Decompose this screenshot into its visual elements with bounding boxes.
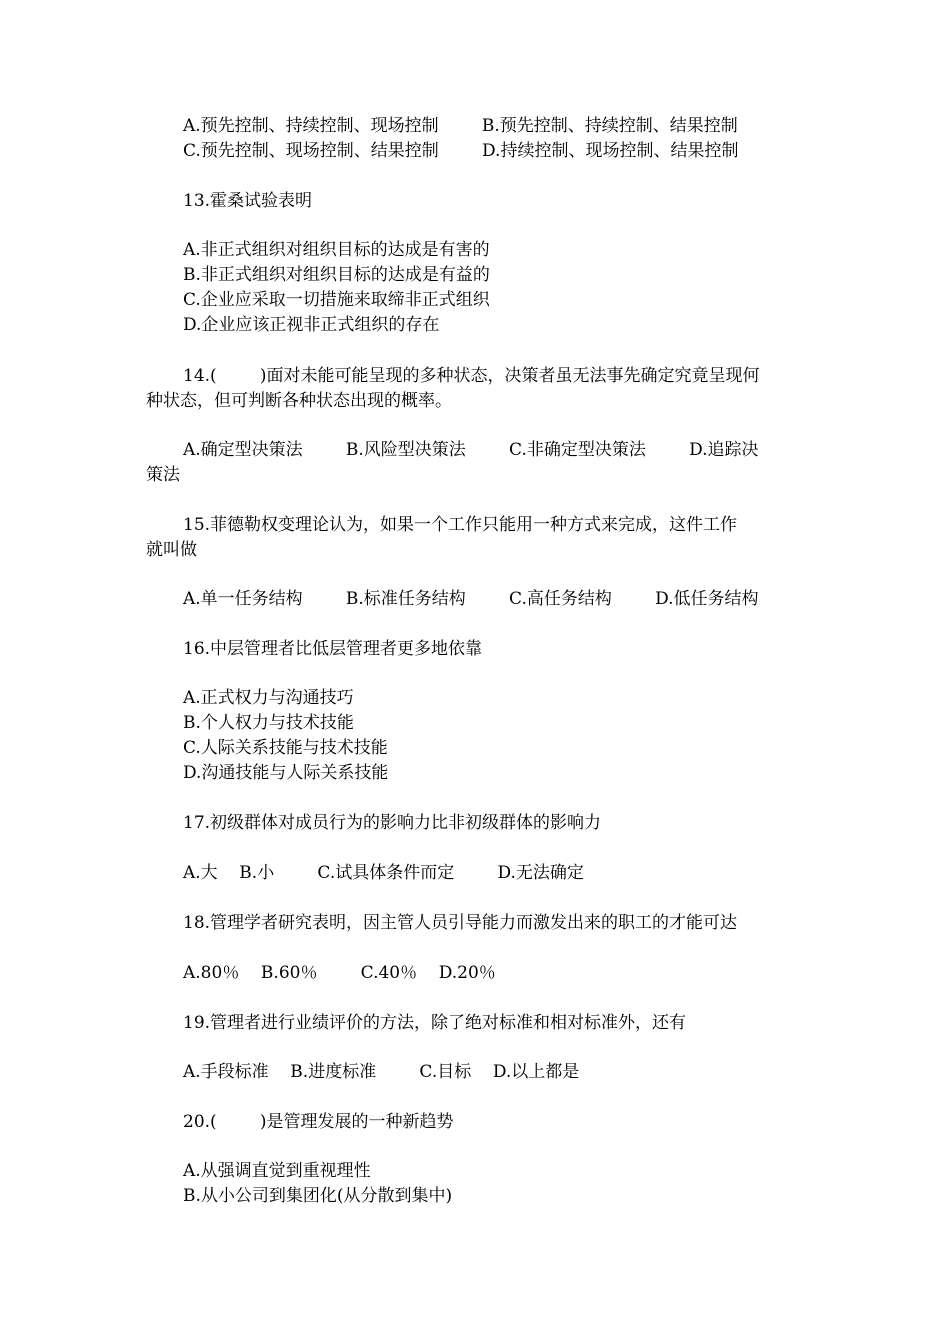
question-13: 13.霍桑试验表明 xyxy=(183,191,313,211)
question-17: 17.初级群体对成员行为的影响力比非初级群体的影响力 xyxy=(183,813,602,833)
option-line: A.从强调直觉到重视理性 xyxy=(183,1161,371,1181)
option-line: A.非正式组织对组织目标的达成是有害的 xyxy=(183,240,490,260)
option-line: A.预先控制、持续控制、现场控制 B.预先控制、持续控制、结果控制 xyxy=(183,116,738,136)
option-line: A.大 B.小 C.试具体条件而定 D.无法确定 xyxy=(183,863,584,883)
option-line: A.单一任务结构 B.标准任务结构 C.高任务结构 D.低任务结构 xyxy=(183,589,759,609)
question-15-cont: 就叫做 xyxy=(146,540,197,560)
question-18: 18.管理学者研究表明，因主管人员引导能力而激发出来的职工的才能可达 xyxy=(183,913,738,933)
option-line: A.确定型决策法 B.风险型决策法 C.非确定型决策法 D.追踪决 xyxy=(183,440,759,460)
option-line: D.沟通技能与人际关系技能 xyxy=(183,763,389,783)
option-line: C.预先控制、现场控制、结果控制 D.持续控制、现场控制、结果控制 xyxy=(183,141,739,161)
option-line: D.企业应该正视非正式组织的存在 xyxy=(183,315,440,335)
question-14: 14.( )面对未能可能呈现的多种状态，决策者虽无法事先确定究竟呈现何 xyxy=(183,366,760,386)
option-line: C.企业应采取一切措施来取缔非正式组织 xyxy=(183,290,490,310)
question-20: 20.( )是管理发展的一种新趋势 xyxy=(183,1112,454,1132)
option-line: C.人际关系技能与技术技能 xyxy=(183,738,388,758)
option-line: A.80％ B.60％ C.40％ D.20％ xyxy=(183,963,496,983)
question-14-cont: 种状态，但可判断各种状态出现的概率。 xyxy=(146,391,452,411)
option-line: B.非正式组织对组织目标的达成是有益的 xyxy=(183,265,490,285)
option-line: B.个人权力与技术技能 xyxy=(183,713,354,733)
option-line-cont: 策法 xyxy=(146,465,180,485)
question-16: 16.中层管理者比低层管理者更多地依靠 xyxy=(183,639,483,659)
option-line: A.正式权力与沟通技巧 xyxy=(183,688,354,708)
question-19: 19.管理者进行业绩评价的方法，除了绝对标准和相对标准外，还有 xyxy=(183,1013,687,1033)
option-line: B.从小公司到集团化(从分散到集中) xyxy=(183,1186,453,1206)
question-15: 15.菲德勒权变理论认为，如果一个工作只能用一种方式来完成，这件工作 xyxy=(183,515,738,535)
option-line: A.手段标准 B.进度标准 C.目标 D.以上都是 xyxy=(183,1062,580,1082)
